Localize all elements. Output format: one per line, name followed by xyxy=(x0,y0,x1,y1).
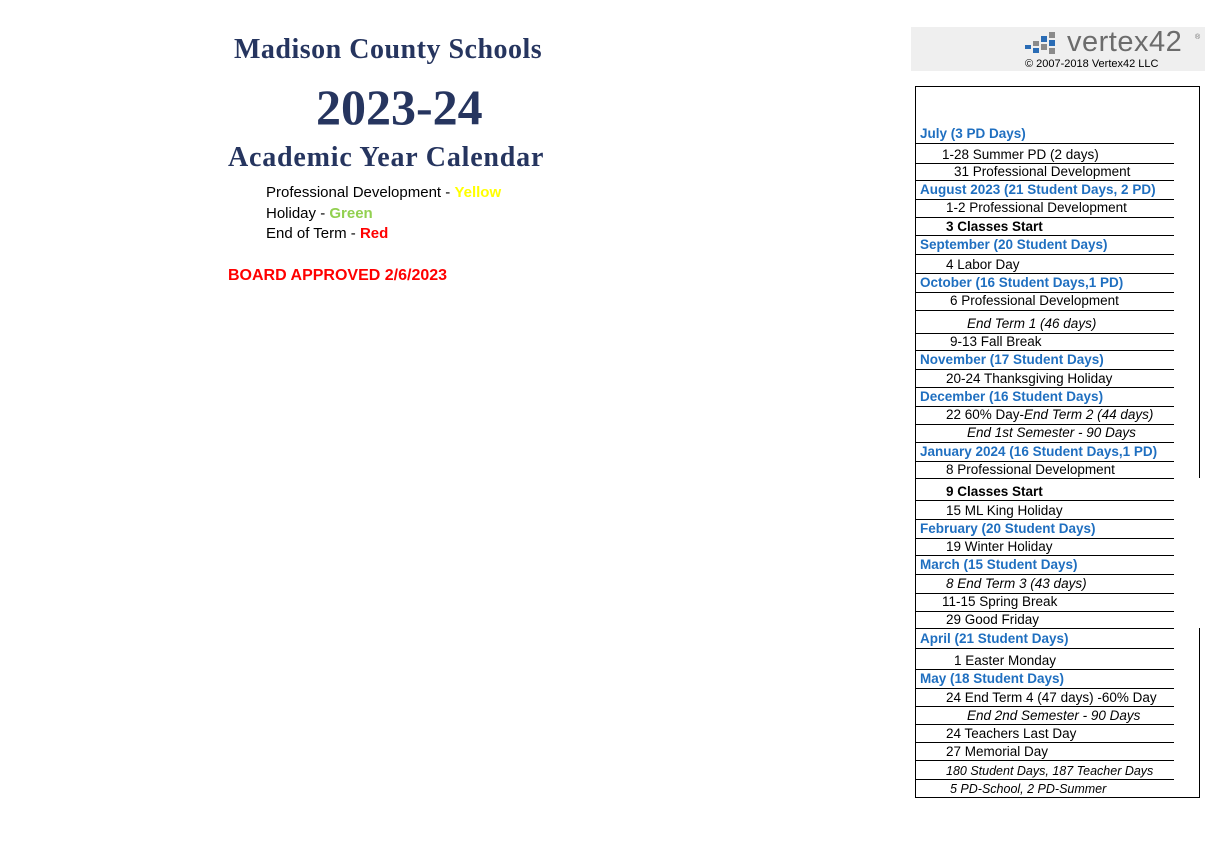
row-rule xyxy=(916,180,1174,181)
school-name: Madison County Schools xyxy=(234,34,543,65)
month-july: July (3 PD Days) xyxy=(920,126,1026,141)
month-november: November (17 Student Days) xyxy=(920,352,1104,367)
event-row xyxy=(946,407,1153,422)
panel-border-right-top xyxy=(1199,86,1200,478)
vertex42-reg-mark: ® xyxy=(1195,34,1201,41)
row-rule xyxy=(916,760,1174,761)
event-row: 31 Professional Development xyxy=(954,164,1131,179)
row-rule xyxy=(916,742,1174,743)
event-row: 19 Winter Holiday xyxy=(946,539,1053,554)
row-rule xyxy=(916,779,1174,780)
month-march: March (15 Student Days) xyxy=(920,557,1078,572)
event-row: 6 Professional Development xyxy=(950,293,1119,308)
row-rule xyxy=(916,500,1174,501)
row-rule xyxy=(916,628,1174,629)
panel-top-border xyxy=(916,86,1200,87)
row-rule xyxy=(916,217,1174,218)
legend-term xyxy=(266,224,501,245)
event-row: 11-15 Spring Break xyxy=(942,594,1058,609)
event-row: 9-13 Fall Break xyxy=(950,334,1042,349)
row-rule xyxy=(916,387,1174,388)
row-rule xyxy=(916,442,1174,443)
row-rule xyxy=(916,706,1174,707)
event-row: 4 Labor Day xyxy=(946,257,1020,272)
event-row: 1-2 Professional Development xyxy=(946,200,1127,215)
legend-pd xyxy=(266,183,501,204)
event-row: 8 Professional Development xyxy=(946,462,1115,477)
vertex42-brand: vertex42 xyxy=(1067,26,1183,58)
row-rule xyxy=(916,273,1174,274)
legend-holiday-label: Holiday - xyxy=(266,204,330,222)
month-february: February (20 Student Days) xyxy=(920,521,1096,536)
row-rule xyxy=(916,669,1174,670)
event-row: 29 Good Friday xyxy=(946,612,1040,627)
vertex42-logo-icon xyxy=(1023,31,1063,55)
month-january: January 2024 (16 Student Days,1 PD) xyxy=(920,444,1158,459)
color-legend xyxy=(266,183,501,245)
month-december: December (16 Student Days) xyxy=(920,389,1104,404)
event-row: 24 End Term 4 (47 days) -60% Day xyxy=(946,690,1157,705)
event-row: 9 Classes Start xyxy=(946,484,1043,499)
row-rule xyxy=(916,310,1174,311)
panel-border-right-bottom xyxy=(1199,628,1200,798)
event-row: 15 ML King Holiday xyxy=(946,503,1063,518)
event-row: 20-24 Thanksgiving Holiday xyxy=(946,371,1113,386)
event-row: 27 Memorial Day xyxy=(946,744,1049,759)
event-row: 3 Classes Start xyxy=(946,219,1043,234)
event-row: 1-28 Summer PD (2 days) xyxy=(942,147,1099,162)
event-row: 8 End Term 3 (43 days) xyxy=(946,576,1087,591)
month-april: April (21 Student Days) xyxy=(920,631,1069,646)
row-rule xyxy=(916,724,1174,725)
row-rule xyxy=(916,369,1174,370)
legend-pd-label: Professional Development - xyxy=(266,184,455,201)
row-rule xyxy=(916,478,1174,479)
legend-term-color: Red xyxy=(359,225,389,242)
panel-bottom-border xyxy=(916,797,1200,798)
dec-event-b: End Term 2 (44 days) xyxy=(1024,407,1154,422)
board-approved: BOARD APPROVED 2/6/2023 xyxy=(228,267,448,284)
row-rule xyxy=(916,235,1174,236)
school-year: 2023-24 xyxy=(316,79,483,135)
row-rule xyxy=(916,574,1174,575)
event-row: 24 Teachers Last Day xyxy=(946,726,1077,741)
legend-holiday xyxy=(266,204,501,225)
legend-pd-color: Yellow xyxy=(454,184,502,201)
event-row: End Term 1 (46 days) xyxy=(967,316,1097,331)
row-rule xyxy=(916,350,1174,351)
row-rule xyxy=(916,688,1174,689)
summary-row: 5 PD-School, 2 PD-Summer xyxy=(950,782,1107,796)
row-rule xyxy=(916,648,1174,649)
event-row: End 1st Semester - 90 Days xyxy=(967,425,1136,440)
summary-row: 180 Student Days, 187 Teacher Days xyxy=(946,764,1154,778)
row-rule xyxy=(916,519,1174,520)
row-rule xyxy=(916,143,1174,144)
month-august: August 2023 (21 Student Days, 2 PD) xyxy=(920,182,1156,197)
event-row: End 2nd Semester - 90 Days xyxy=(967,708,1141,723)
month-may: May (18 Student Days) xyxy=(920,671,1065,686)
row-rule xyxy=(916,254,1174,255)
calendar-subtitle: Academic Year Calendar xyxy=(228,142,545,173)
legend-term-label: End of Term - xyxy=(266,225,360,242)
event-row: 1 Easter Monday xyxy=(954,653,1057,668)
vertex42-copyright: © 2007-2018 Vertex42 LLC xyxy=(1025,58,1159,70)
dec-event-a: 22 60% Day- xyxy=(946,407,1025,422)
legend-holiday-color: Green xyxy=(329,204,373,222)
row-rule xyxy=(916,555,1174,556)
month-october: October (16 Student Days,1 PD) xyxy=(920,275,1124,290)
month-september: September (20 Student Days) xyxy=(920,237,1108,252)
vertex42-logo xyxy=(911,27,1205,71)
